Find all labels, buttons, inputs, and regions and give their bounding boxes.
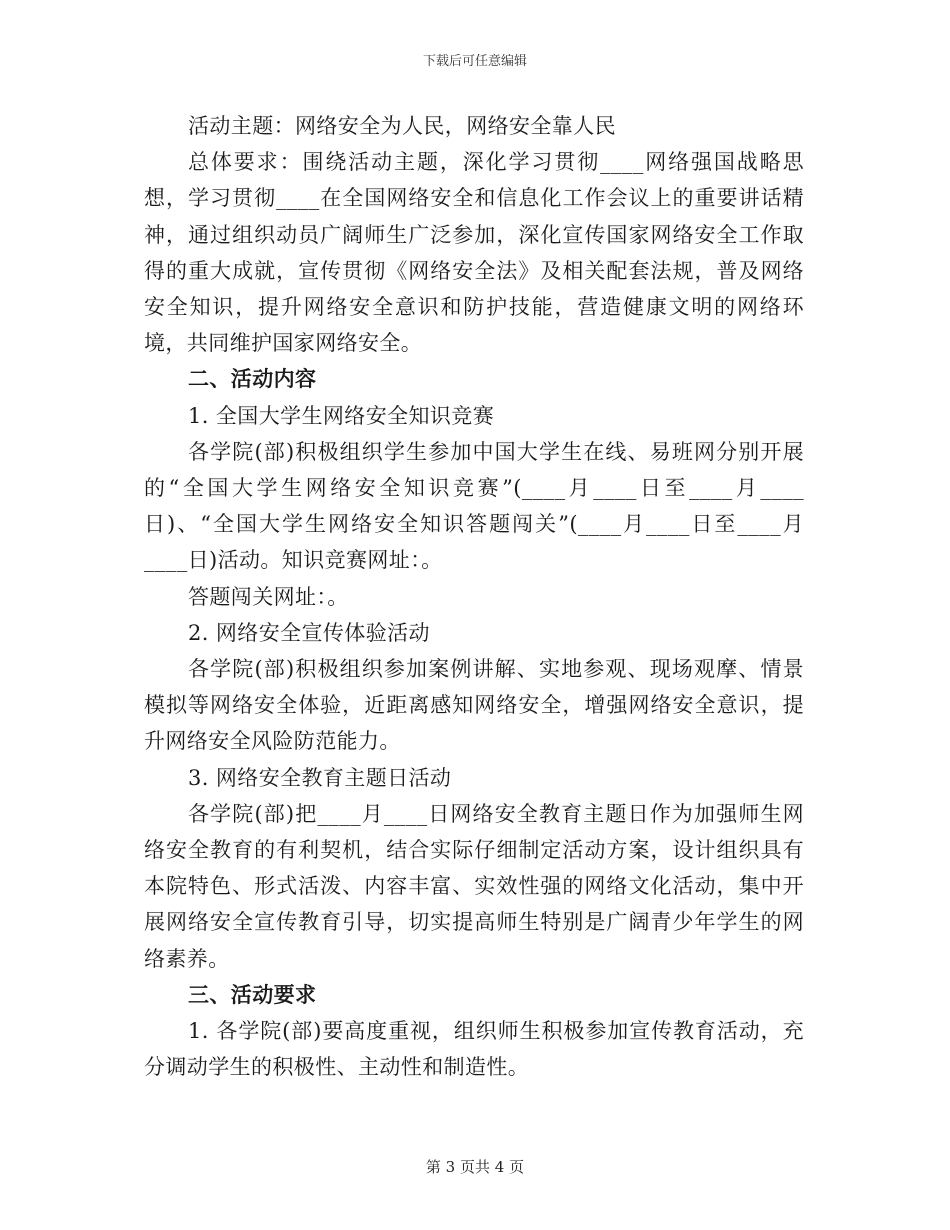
section-heading-activity-content: 二、活动内容 <box>188 366 317 392</box>
item-1-body: 各学院(部)积极组织学生参加中国大学生在线、易班网分别开展的“全国大学生网络安全知识竞赛”(____月____日至____月____日)、“全国大学生网络安全知识答题闯关”(____月____日至____月____日)活动。知识竞赛网址：。 <box>144 439 804 573</box>
overall-requirements: 总体要求：围绕活动主题，深化学习贯彻____网络强国战略思想，学习贯彻____在全国网络安全和信息化工作会议上的重要讲话精神，通过组织动员广阔师生广泛参加，深化宣传国家网络安全工作取得的重大成就，宣传贯彻《网络安全法》及相关配套法规，普及网络安全知识，提升网络安全意识和防护技能，营造健康文明的网络环境，共同维护国家网络安全。 <box>144 150 804 356</box>
requirement-1-body: 1. 各学院(部)要高度重视，组织师生积极参加宣传教育活动，充分调动学生的积极性、主动性和制造性。 <box>144 1019 804 1080</box>
item-2-body: 各学院(部)积极组织参加案例讲解、实地参观、现场观摩、情景模拟等网络安全体验，近距离感知网络安全，增强网络安全意识，提升网络安全风险防范能力。 <box>144 657 804 754</box>
item-1-title: 1. 全国大学生网络安全知识竞赛 <box>188 403 495 428</box>
activity-theme: 活动主题：网络安全为人民，网络安全靠人民 <box>188 114 616 138</box>
page-header: 下载后可任意编辑 <box>422 54 527 69</box>
document-body <box>144 108 804 1085</box>
page-footer: 第 3 页共 4 页 <box>425 1158 525 1176</box>
section-heading-activity-requirements: 三、活动要求 <box>188 981 317 1007</box>
item-3-title: 3. 网络安全教育主题日活动 <box>188 765 452 790</box>
item-1-url: 答题闯关网址：。 <box>188 584 349 609</box>
item-3-body: 各学院(部)把____月____日网络安全教育主题日作为加强师生网络安全教育的有利契机，结合实际仔细制定活动方案，设计组织具有本院特色、形式活泼、内容丰富、实效性强的网络文化活动，集中开展网络安全宣传教育引导，切实提高师生特别是广阔青少年学生的网络素养。 <box>144 801 804 971</box>
item-2-title: 2. 网络安全宣传体验活动 <box>188 620 430 645</box>
